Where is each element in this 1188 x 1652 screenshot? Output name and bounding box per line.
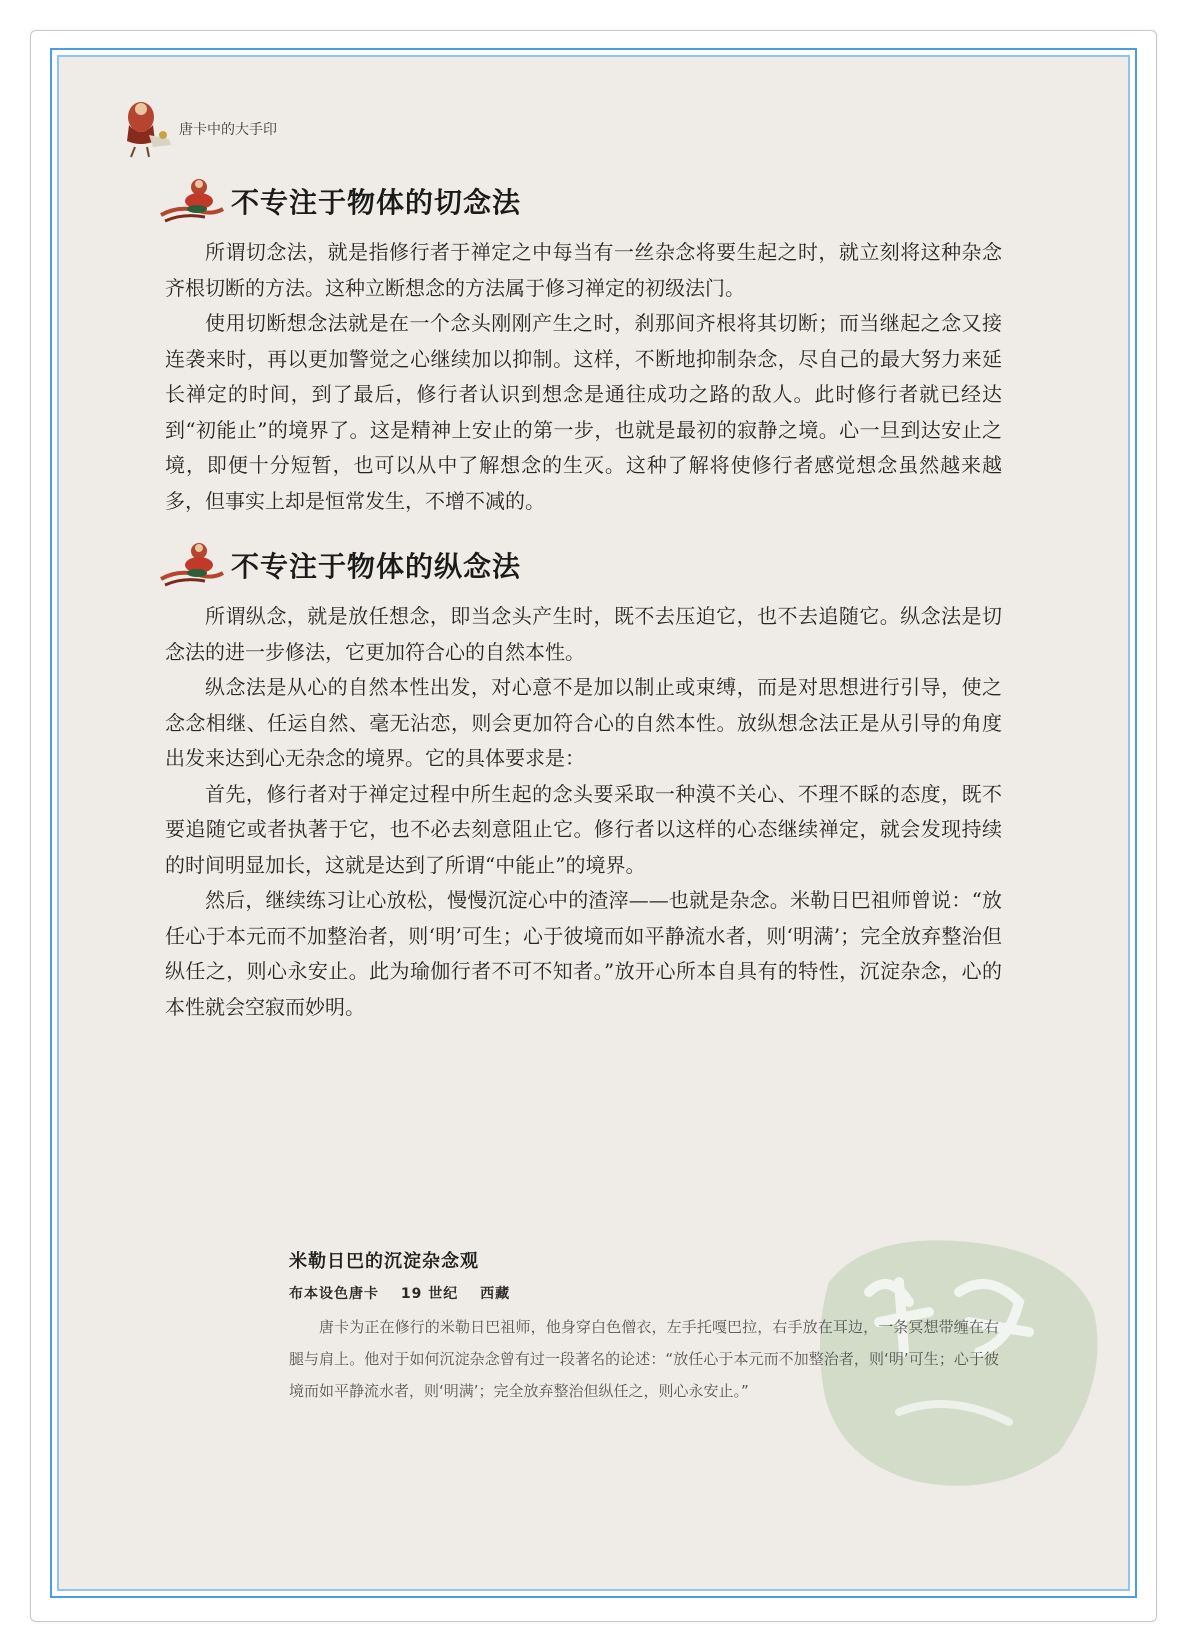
section-body [165, 599, 1002, 1025]
section-body [165, 235, 1002, 519]
dakini-ornament-icon [159, 175, 225, 227]
caption-origin: 西藏 [480, 1286, 511, 1302]
image-caption [289, 1247, 999, 1407]
book-page [57, 55, 1130, 1591]
section-heading [159, 175, 521, 227]
section-title: 不专注于物体的纵念法 [231, 550, 522, 583]
dakini-ornament-icon [159, 539, 225, 591]
paragraph: 纵念法是从心的自然本性出发，对心意不是加以制止或束缚，而是对思想进行引导，使之念念相继、任运自然、毫无沾恋，则会更加符合心的自然本性。放纵想念法正是从引导的角度出发来达到心无杂念的境界。它的具体要求是： [165, 675, 1002, 770]
tibetan-figure-icon [119, 95, 175, 159]
paragraph: 使用切断想念法就是在一个念头刚刚产生之时，刹那间齐根将其切断；而当继起之念又接连袭来时，再以更加警觉之心继续加以抑制。这样，不断地抑制杂念，尽自己的最大努力来延长禅定的时间，到了最后，修行者认识到想念是通往成功之路的敌人。此时修行者就已经达到“初能止”的境界了。这是精神上安止的第一步，也就是最初的寂静之境。心一旦到达安止之境，即便十分短暂，也可以从中了解想念的生灭。这种了解将使修行者感觉想念虽然越来越多，但事实上却是恒常发生，不增不减的。 [165, 311, 1002, 513]
caption-text: 唐卡为正在修行的米勒日巴祖师，他身穿白色僧衣，左手托嘎巴拉，右手放在耳边，一条冥想带缠在右腿与肩上。他对于如何沉淀杂念曾有过一段著名的论述：“放任心于本元而不加整治者，则‘明’可生；心于彼境而如平静流水者，则‘明满’；完全放弃整治但纵任之，则心永安止。” [289, 1318, 999, 1400]
caption-medium: 布本设色唐卡 [289, 1286, 379, 1302]
paragraph: 首先，修行者对于禅定过程中所生起的念头要采取一种漠不关心、不理不睬的态度，既不要追随它或者执著于它，也不必去刻意阻止它。修行者以这样的心态继续禅定，就会发现持续的时间明显加长，这就是达到了所谓“中能止”的境界。 [165, 781, 1002, 877]
caption-metadata [289, 1283, 999, 1303]
caption-title: 米勒日巴的沉淀杂念观 [289, 1251, 479, 1272]
running-header [119, 95, 277, 159]
section-title: 不专注于物体的切念法 [231, 186, 522, 219]
header-title: 唐卡中的大手印 [179, 122, 277, 138]
paragraph: 然后，继续练习让心放松，慢慢沉淀心中的渣滓——也就是杂念。米勒日巴祖师曾说：“放任心于本元而不加整治者，则‘明’可生；心于彼境而如平静流水者，则‘明满’；完全放弃整治但纵任之，则心永安止。此为瑜伽行者不可不知者。”放开心所本自具有的特性，沉淀杂念，心的本性就会空寂而妙明。 [165, 888, 1002, 1019]
section-heading [159, 539, 521, 591]
paragraph: 所谓纵念，就是放任想念，即当念头产生时，既不去压迫它，也不去追随它。纵念法是切念法的进一步修法，它更加符合心的自然本性。 [165, 604, 1002, 664]
caption-century: 19 世纪 [400, 1286, 459, 1302]
paragraph: 所谓切念法，就是指修行者于禅定之中每当有一丝杂念将要生起之时，就立刻将这种杂念齐根切断的方法。这种立断想念的方法属于修习禅定的初级法门。 [165, 240, 1002, 300]
